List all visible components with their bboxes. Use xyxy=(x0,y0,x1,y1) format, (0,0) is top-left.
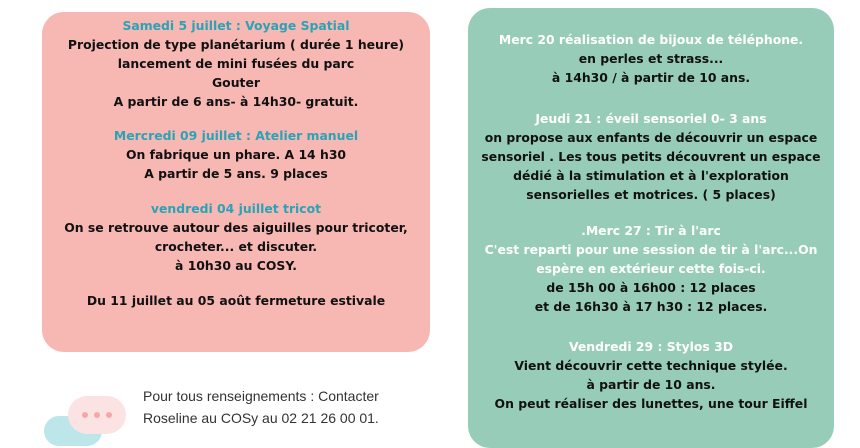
bubble-dot xyxy=(94,412,100,418)
event-subtitle: C'est reparti pour une session de tir à l'arc...On xyxy=(484,242,818,257)
event-voyage-spatial xyxy=(42,16,430,111)
closure-text: Du 11 juillet au 05 août fermeture estivale xyxy=(86,293,386,308)
event-line: On se retrouve autour des aiguilles pour tricoter, xyxy=(64,220,408,235)
event-line: dédié à la stimulation et à l'exploration xyxy=(513,168,789,183)
event-line: sensorielles et motrices. ( 5 places) xyxy=(526,187,776,202)
event-line: à partir de 10 ans. xyxy=(586,377,716,392)
contact-line-2: Roseline au COSy au 02 21 26 00 01. xyxy=(143,410,379,426)
event-line: en perles et strass... xyxy=(578,51,724,66)
event-title: Merc 20 réalisation de bijoux de téléphone. xyxy=(498,32,804,47)
event-line: lancement de mini fusées du parc xyxy=(117,56,355,71)
event-title: .Merc 27 : Tir à l'arc xyxy=(581,223,721,238)
closure-notice xyxy=(42,291,430,310)
event-line: A partir de 6 ans- à 14h30- gratuit. xyxy=(113,94,359,109)
chat-bubbles-icon xyxy=(44,386,136,436)
event-line: On peut réaliser des lunettes, une tour Eiffel xyxy=(494,396,808,411)
contact-info xyxy=(143,385,433,429)
event-title: Samedi 5 juillet : Voyage Spatial xyxy=(122,18,350,33)
event-tir-a-larc xyxy=(468,221,834,316)
event-title: vendredi 04 juillet tricot xyxy=(150,201,322,216)
event-line: A partir de 5 ans. 9 places xyxy=(144,166,328,181)
event-line: à 10h30 au COSY. xyxy=(175,258,297,273)
event-line: de 15h 00 à 16h00 : 12 places xyxy=(546,280,756,295)
event-line: Gouter xyxy=(212,75,260,90)
event-title: Mercredi 09 juillet : Atelier manuel xyxy=(113,128,359,143)
event-line: on propose aux enfants de découvrir un espace xyxy=(484,130,818,145)
event-subtitle: espère en extérieur cette fois-ci. xyxy=(536,261,766,276)
event-line: à 14h30 / à partir de 10 ans. xyxy=(551,70,751,85)
event-tricot xyxy=(42,199,430,275)
event-line: Vient découvrir cette technique stylée. xyxy=(514,358,788,373)
event-title: Vendredi 29 : Stylos 3D xyxy=(568,339,734,354)
bubble-dot xyxy=(106,412,112,418)
event-line: et de 16h30 à 17 h30 : 12 places. xyxy=(534,299,768,314)
left-activities-card xyxy=(42,12,430,352)
right-activities-card xyxy=(468,8,834,448)
contact-line-1: Pour tous renseignements : Contacter xyxy=(143,388,379,404)
chat-bubble-front xyxy=(68,396,126,434)
event-title: Jeudi 21 : éveil sensoriel 0- 3 ans xyxy=(535,111,767,126)
event-eveil-sensoriel xyxy=(468,109,834,204)
event-line: On fabrique un phare. A 14 h30 xyxy=(125,147,347,162)
event-stylos-3d xyxy=(468,337,834,413)
event-bijoux xyxy=(468,30,834,87)
event-line: crocheter... et discuter. xyxy=(154,239,318,254)
event-line: sensoriel . Les tous petits découvrent un espace xyxy=(481,149,821,164)
bubble-dot xyxy=(82,412,88,418)
event-atelier-manuel xyxy=(42,126,430,183)
event-line: Projection de type planétarium ( durée 1 heure) xyxy=(67,37,405,52)
